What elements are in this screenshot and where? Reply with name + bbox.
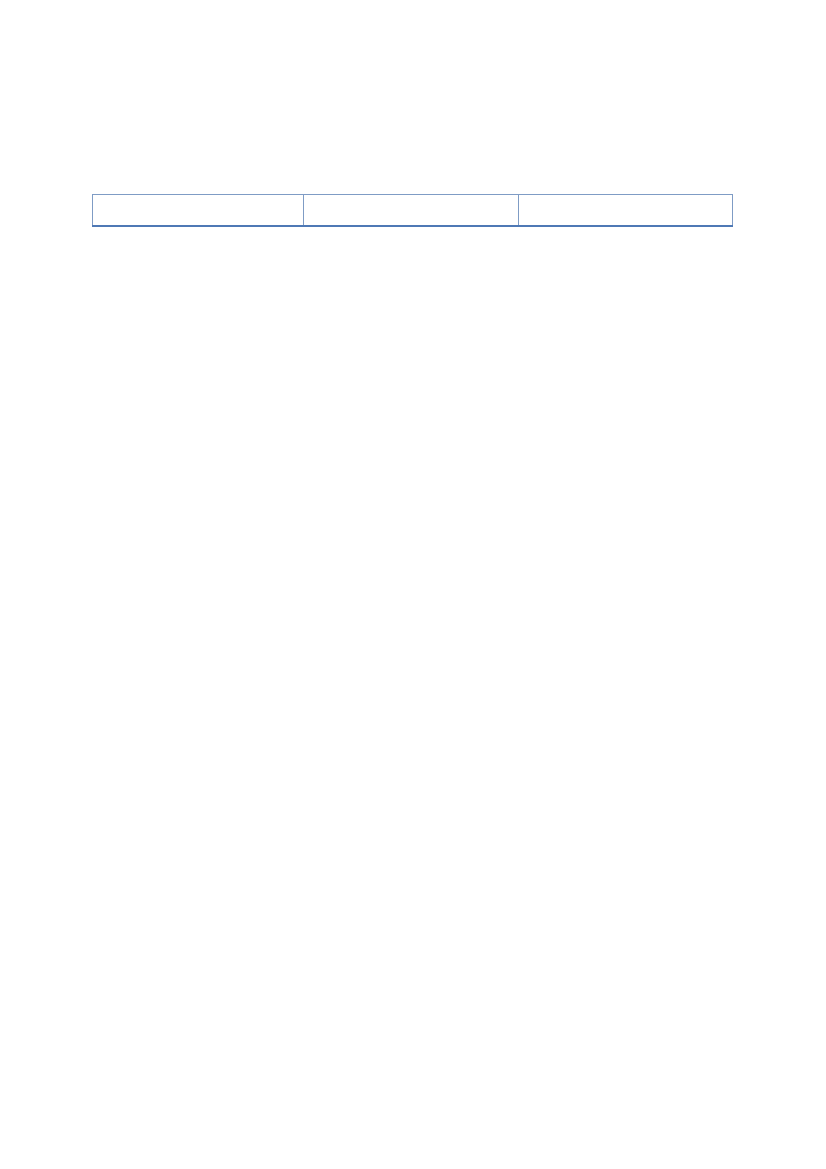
col-noun2-header [518, 195, 732, 227]
col-verb-header [93, 195, 304, 227]
col-noun1-header [304, 195, 518, 227]
verb-table-header [93, 195, 733, 227]
verb-table [92, 194, 733, 227]
